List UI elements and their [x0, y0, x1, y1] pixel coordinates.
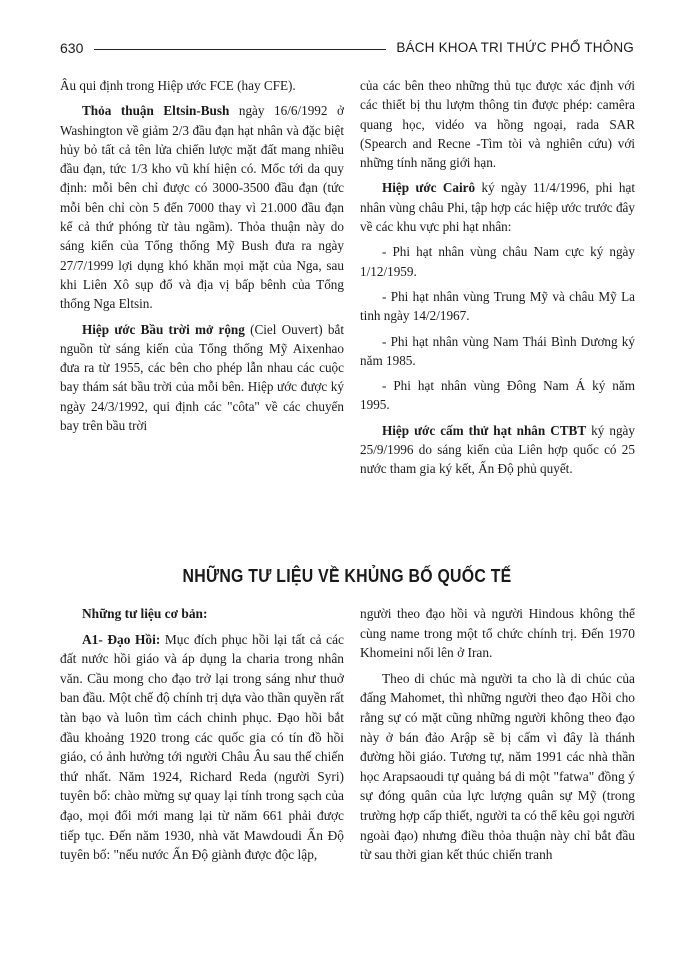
list-item: - Phi hạt nhân vùng Trung Mỹ và châu Mỹ La tinh ngày 14/2/1967. [360, 288, 635, 324]
paragraph: của các bên theo những thủ tục được xác định với các thiết bị thu lượm thông tin được phép: camêra quang học, vidéo va hồng ngoại, rada SAR (Spearch and Recne -Tìm tòi và nghiên cứu) với những tính năng giới hạn. [360, 78, 635, 171]
paragraph: Theo di chúc mà người ta cho là di chúc của đấng Mahomet, thì những người theo đạo Hồi cho rằng sự có mặt cũng những người không theo đạo này ở bán đảo Arập sẽ bị cấm vì đây là thánh đường hồi giáo. Tương tự, năm 1991 các nhà thần học Arapsaoudi tự quảng bá di một "fatwa" đồng ý sự đóng quân của lực lượng quân sự Mỹ (trong trường hợp cấp thiết, người ta có thể kêu gọi người ngoài đạo) nhưng điều thỏa thuận này chỉ bắt đầu từ sau thời gian kết thúc chiến tranh [360, 670, 635, 863]
paragraph [60, 320, 344, 436]
paragraph: người theo đạo hồi và người Hindous không thể cùng name trong một tổ chức chính trị. Đến 1970 Khomeini nổi lên ở Iran. [360, 606, 635, 661]
column-top-left [60, 76, 344, 441]
paragraph: Âu qui định trong Hiệp ước FCE (hay CFE). [60, 78, 296, 93]
list-item: - Phi hạt nhân vùng Nam Thái Bình Dương ký năm 1985. [360, 333, 635, 368]
term-heading: A1- Đạo Hồi: [82, 631, 161, 647]
paragraph-text: ngày 16/6/1992 ở Washington về giảm 2/3 đầu đạn hạt nhân và đặc biệt hủy bỏ tất cả tên lửa chiến lược mặt đất mang nhiều đầu đạn, tức 1/3 kho vũ khí hiện có. Mốc tới da quy định: mỗi bên chỉ được có 3000-3500 đầu đạn (tức mỗi bên chỉ còn 5 đến 7000 thay vì 21.000 đầu đạn kể cả thứ phóng từ tàu ngầm). Thỏa thuận này do sáng kiến của Tổng thống Mỹ Bush đưa ra ngày 27/7/1999 lợi dụng khó khăn mọi mặt của Nga, sau khi Liên Xô sụp đổ và địa vị bấp bênh của Tổng thống Nga Eltsin. [60, 103, 344, 312]
paragraph [60, 630, 344, 865]
paragraph [360, 421, 635, 479]
term-heading: Hiệp ước cấm thử hạt nhân CTBT [382, 422, 587, 438]
header-rule [94, 49, 386, 50]
list-item: - Phi hạt nhân vùng Đông Nam Á ký năm 1995. [360, 378, 635, 413]
paragraph [60, 101, 344, 313]
paragraph-text: Mục đích phục hồi lại tất cả các đất nước hồi giáo và áp dụng la charia trong nhân văn. Cầu mong cho đạo trở lại trong sáng như thuở ban đầu. Một chế độ chính trị dựa vào thần quyền rất tàn bạo và luôn tìm cách chinh phục. Đạo hồi bắt đầu khoảng 1920 trong các quốc gia có tín đồ hồi giáo, có ảnh hưởng tới người Châu Âu sau thế chiến thứ nhất. Năm 1924, Richard Reda (người Syri) tuyên bố: chào mừng sự quay lại tính trong sạch của đạo, mọi đổi mới mang lại từ năm 661 phải được tiếp tục. Đến năm 1930, nhà văt Mawdoudi Ấn Độ tuyên bố: "nếu nước Ấn Độ giành được độc lập, [60, 631, 344, 863]
column-top-right [360, 76, 635, 485]
paragraph-text: ký ngày 25/9/1996 do sáng kiến của Liên hợp quốc có 25 nước tham gia ký kết, Ấn Độ phủ quyết. [360, 422, 636, 477]
term-heading: Hiệp ước Cairô [382, 180, 476, 196]
column-bottom-left [60, 604, 344, 871]
page-number: 630 [60, 40, 84, 56]
paragraph-text: ký ngày 11/4/1996, phi hạt nhân vùng châu Phi, tập hợp các hiệp ước trước đây về các khu vực phi hạt nhân: [360, 180, 635, 235]
term-heading: Thỏa thuận Eltsin-Bush [82, 103, 230, 119]
paragraph-text: (Ciel Ouvert) bắt nguồn từ sáng kiến của Tổng thống Mỹ Aixenhao đưa ra từ 1955, các bên cho phép lẫn nhau các cuộc bay thám sát bầu trời của mỗi bên. Hiệp ước được ký ngày 24/3/1992, qui định các "côta" về các chuyến bay trên bầu trời [60, 321, 344, 434]
column-bottom-right [360, 604, 635, 871]
running-title: BÁCH KHOA TRI THỨC PHỔ THÔNG [396, 40, 634, 55]
section-title: NHỮNG TƯ LIỆU VỀ KHỦNG BỐ QUỐC TẾ [182, 566, 512, 586]
list-item: - Phi hạt nhân vùng châu Nam cực ký ngày 1/12/1959. [360, 244, 635, 279]
subheading: Những tư liệu cơ bản: [82, 606, 208, 621]
page-header [60, 38, 634, 60]
term-heading: Hiệp ước Bầu trời mở rộng [82, 321, 245, 337]
paragraph [360, 178, 635, 236]
